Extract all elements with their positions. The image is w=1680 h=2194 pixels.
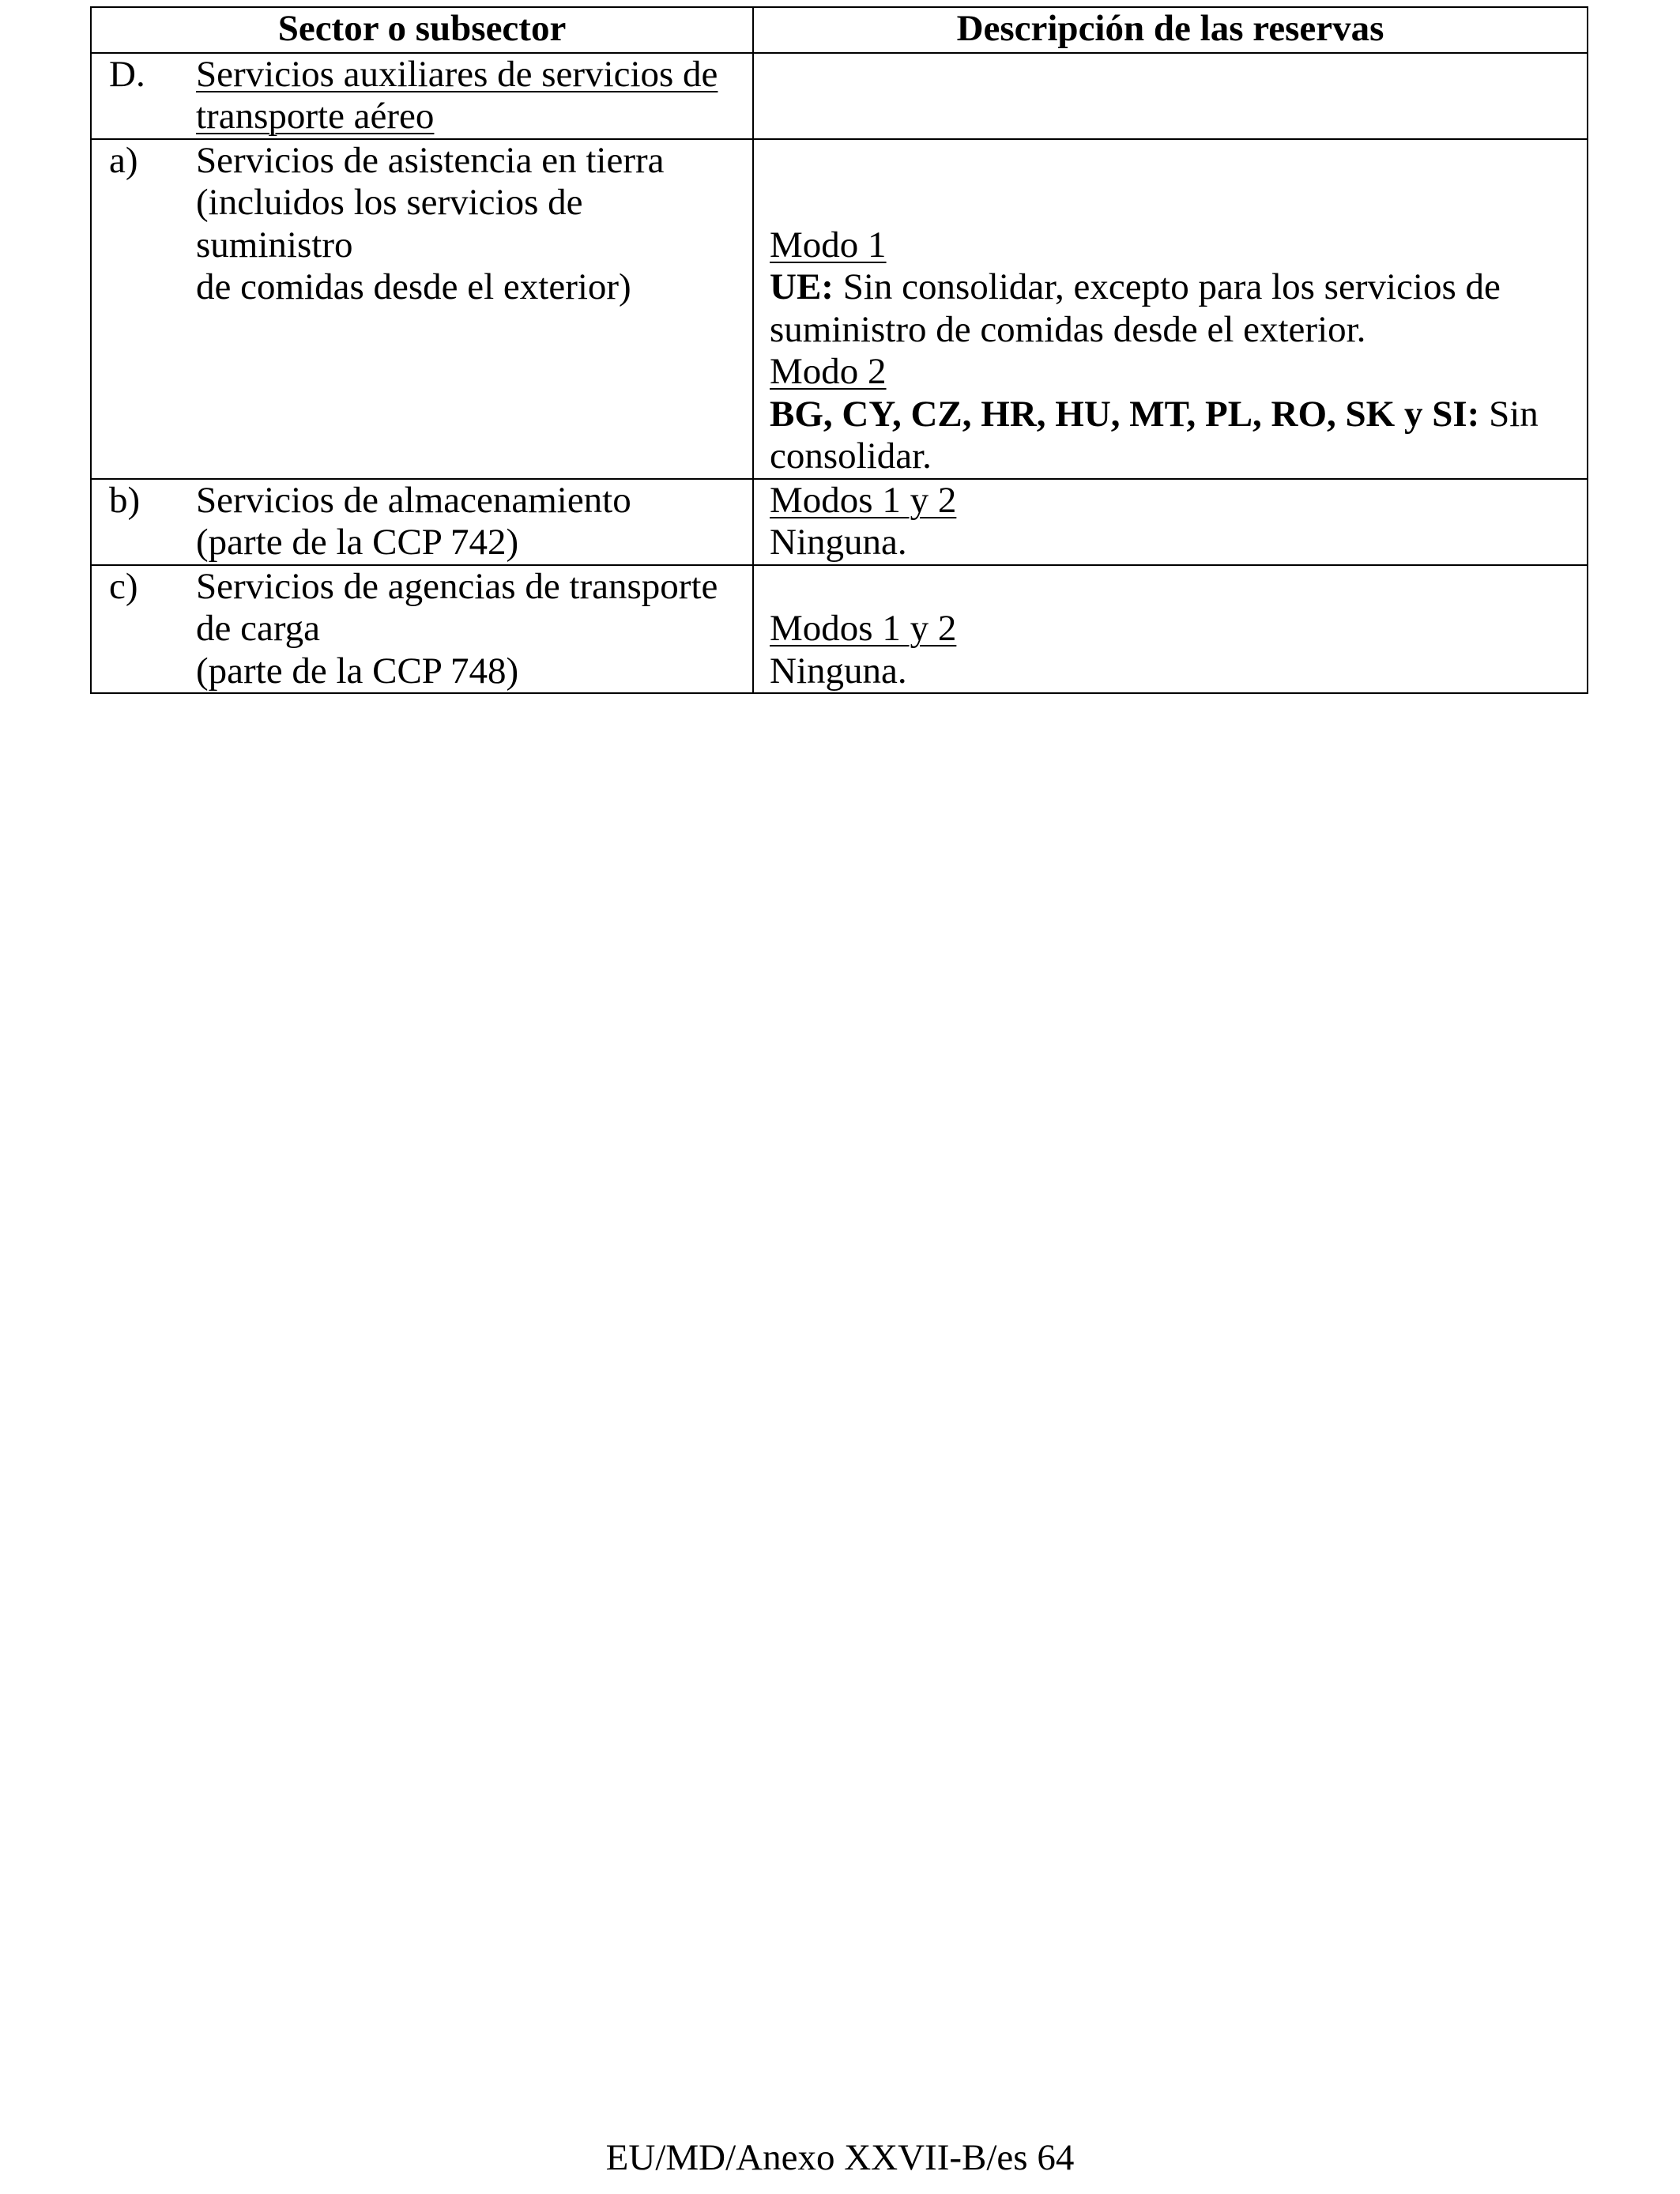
sector-line: Servicios de asistencia en tierra: [196, 139, 665, 181]
sector-line: transporte aéreo: [196, 96, 435, 137]
sector-cell: [91, 565, 753, 694]
sector-line: de carga: [196, 608, 320, 649]
row-letter: a): [109, 139, 138, 181]
reservation-text-part: Sin: [1479, 393, 1539, 435]
sector-line: (incluidos los servicios de suministro: [196, 182, 583, 266]
reservation-text: [770, 394, 1573, 436]
sector-cell: [91, 139, 753, 479]
page-footer: EU/MD/Anexo XXVII-B/es 64: [605, 2137, 1075, 2178]
reservations-table: [90, 6, 1588, 694]
reservation-text: [770, 266, 1573, 309]
row-letter: D.: [109, 53, 145, 95]
country-codes: BG, CY, CZ, HR, HU, MT, PL, RO, SK y SI:: [770, 393, 1480, 435]
header-description: Descripción de las reservas: [753, 7, 1588, 53]
sector-text: [196, 566, 736, 693]
description-cell: [753, 139, 1588, 479]
mode-label: Modos 1 y 2: [770, 479, 957, 521]
sector-cell: [91, 479, 753, 565]
sector-line: de comidas desde el exterior): [196, 266, 631, 307]
mode-label: Modo 1: [770, 224, 887, 266]
description-cell: [753, 565, 1588, 694]
table-header-row: [91, 7, 1588, 53]
sector-line: Servicios de agencias de transporte: [196, 565, 718, 607]
table-row: [91, 53, 1588, 139]
mode-label: Modos 1 y 2: [770, 608, 957, 649]
sector-line: Servicios de almacenamiento: [196, 479, 631, 521]
header-sector: Sector o subsector: [91, 7, 753, 53]
reservation-text: suministro de comidas desde el exterior.: [770, 308, 1366, 350]
row-letter: b): [109, 479, 141, 521]
table-row: [91, 139, 1588, 479]
sector-cell: [91, 53, 753, 139]
reservation-text: consolidar.: [770, 435, 932, 477]
reservation-text: Ninguna.: [770, 522, 907, 563]
row-letter: c): [109, 565, 138, 607]
sector-text: [196, 140, 736, 309]
table-row: [91, 479, 1588, 565]
reservation-text-part: Sin consolidar, excepto para los servicios de: [833, 266, 1501, 307]
country-codes: UE:: [770, 266, 834, 307]
sector-heading: [196, 54, 736, 138]
sector-line: Servicios auxiliares de servicios de: [196, 53, 718, 95]
mode-label: Modo 2: [770, 351, 887, 392]
sector-text: [196, 480, 736, 564]
description-cell: [753, 479, 1588, 565]
sector-line: (parte de la CCP 748): [196, 650, 519, 692]
table-row: [91, 565, 1588, 694]
description-cell: [753, 53, 1588, 139]
sector-line: (parte de la CCP 742): [196, 522, 519, 563]
reservation-text: Ninguna.: [770, 650, 907, 692]
